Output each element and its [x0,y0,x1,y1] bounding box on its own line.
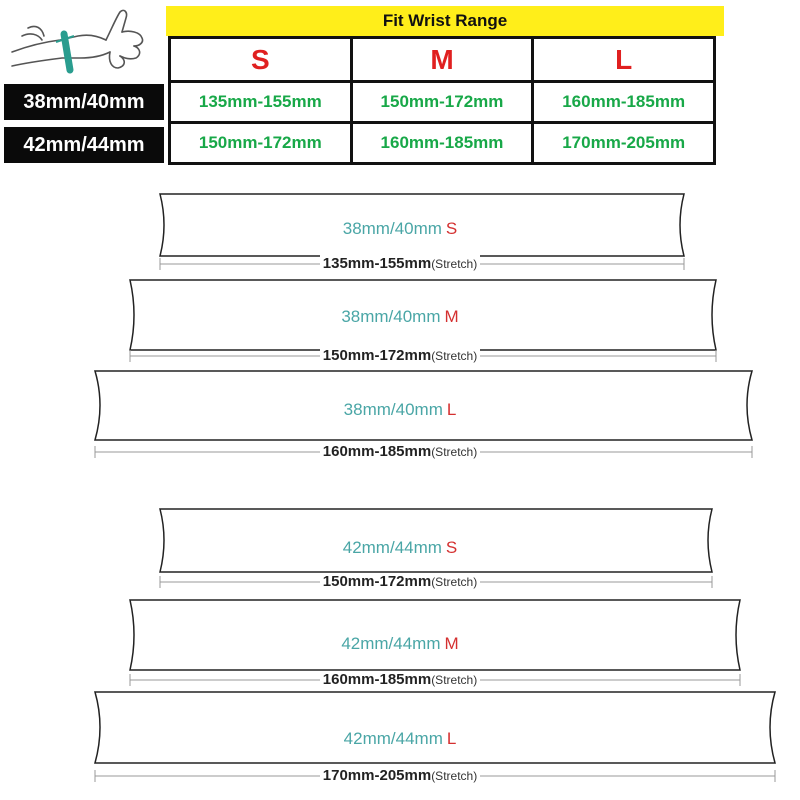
band-range: 170mm-205mm [322,767,432,784]
band-size: L [446,729,457,748]
band-range-label [0,347,800,365]
band-size: S [445,538,458,557]
band-label [0,729,800,749]
range-cell: 160mm-185mm [533,82,715,123]
band-label [0,219,800,239]
stretch-note: (Stretch) [431,769,478,783]
row-model-label: 42mm/44mm [4,127,164,163]
band-label [0,538,800,558]
band-range-label [0,255,800,273]
band-range: 150mm-172mm [322,347,432,364]
band-model: 42mm/44mm [342,538,442,557]
band-size: S [445,219,458,238]
row-model-label: 38mm/40mm [4,84,164,120]
band-range-label [0,573,800,591]
band-outline [95,692,775,763]
stretch-note: (Stretch) [431,575,478,589]
size-header-m: M [351,38,533,82]
stretch-note: (Stretch) [431,257,478,271]
band-model: 42mm/44mm [343,729,443,748]
band-range-label [0,671,800,689]
band-range-label [0,767,800,785]
band-size: L [446,400,457,419]
band-label [0,307,800,327]
band-size: M [444,307,459,326]
stretch-note: (Stretch) [431,445,478,459]
band-range-label [0,443,800,461]
size-header-l: L [533,38,715,82]
range-cell: 150mm-172mm [351,82,533,123]
range-cell: 150mm-172mm [170,123,352,164]
band-range: 160mm-185mm [322,671,432,688]
band-range: 160mm-185mm [322,443,432,460]
range-cell: 135mm-155mm [170,82,352,123]
range-cell: 170mm-205mm [533,123,715,164]
table-title: Fit Wrist Range [166,6,724,36]
band-size: M [444,634,459,653]
band-label [0,634,800,654]
size-header-s: S [170,38,352,82]
range-cell: 160mm-185mm [351,123,533,164]
band-model: 38mm/40mm [341,307,441,326]
stretch-note: (Stretch) [431,349,478,363]
stretch-note: (Stretch) [431,673,478,687]
band-range: 150mm-172mm [322,573,432,590]
band-model: 38mm/40mm [343,400,443,419]
band-label [0,400,800,420]
band-model: 38mm/40mm [342,219,442,238]
band-range: 135mm-155mm [322,255,432,272]
band-model: 42mm/44mm [341,634,441,653]
